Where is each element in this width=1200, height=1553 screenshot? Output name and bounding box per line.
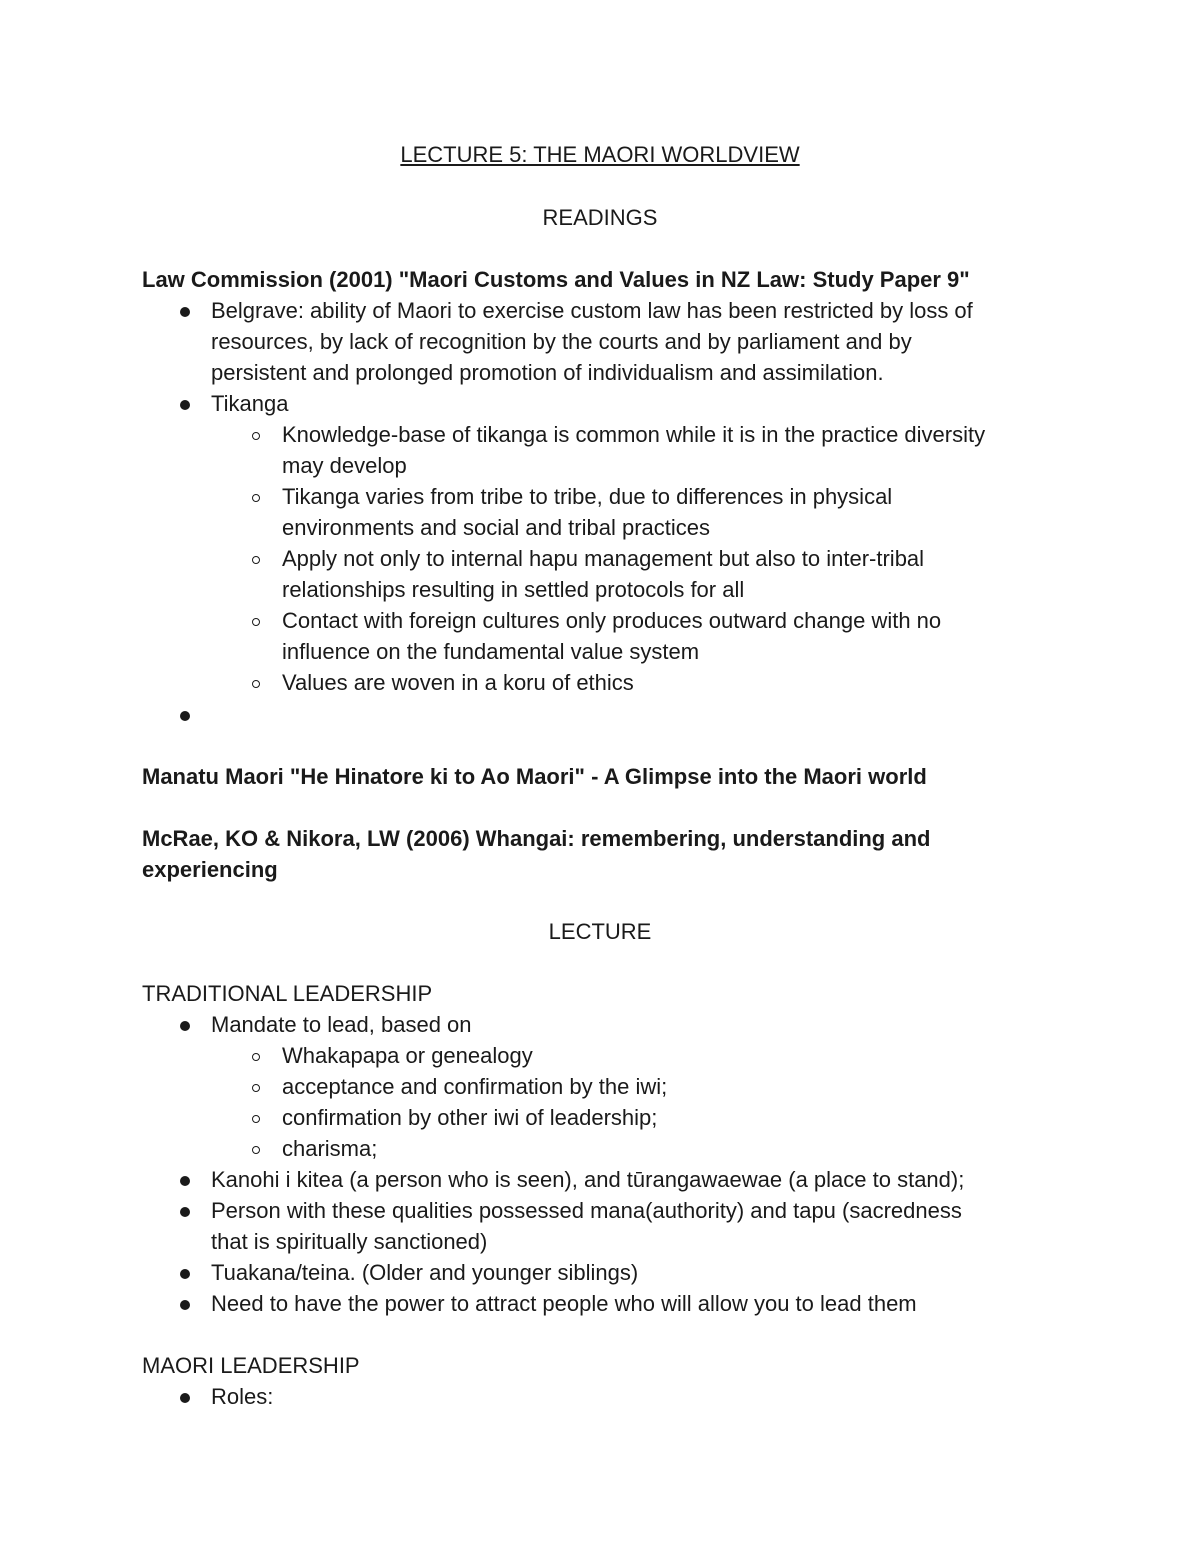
bullet-icon [180,711,190,721]
mandate-label: Mandate to lead, based on [211,1012,472,1037]
bullet-icon [180,1207,190,1217]
sub-bullet-icon [252,494,260,502]
sub-bullet-icon [252,1146,260,1154]
kanohi-point: Kanohi i kitea (a person who is seen), and tūrangawaewae (a place to stand); [211,1167,965,1192]
mandate-point-1: Whakapapa or genealogy [282,1043,533,1068]
sub-bullet-icon [252,556,260,564]
reading2-citation: Manatu Maori "He Hinatore ki to Ao Maori" - A Glimpse into the Maori world [142,764,927,789]
maori-leadership-heading: MAORI LEADERSHIP [142,1353,360,1378]
belgrave-line-3: persistent and prolonged promotion of individualism and assimilation. [211,360,884,385]
bullet-icon [180,1269,190,1279]
mandate-point-3: confirmation by other iwi of leadership; [282,1105,658,1130]
tikanga-point-1b: may develop [282,453,407,478]
tikanga-point-1a: Knowledge-base of tikanga is common while it is in the practice diversity [282,422,986,447]
roles-label: Roles: [211,1384,274,1409]
mandate-point-2: acceptance and confirmation by the iwi; [282,1074,668,1099]
reading3-line-2: experiencing [142,857,278,882]
sub-bullet-icon [252,1053,260,1061]
page-title: LECTURE 5: THE MAORI WORLDVIEW [400,142,800,167]
tikanga-point-3b: relationships resulting in settled protocols for all [282,577,745,602]
lecture-heading: LECTURE [548,919,652,944]
bullet-icon [180,307,190,317]
reading1-citation: Law Commission (2001) "Maori Customs and Values in NZ Law: Study Paper 9" [142,267,970,292]
sub-bullet-icon [252,1084,260,1092]
tikanga-point-4a: Contact with foreign cultures only produces outward change with no [282,608,942,633]
sub-bullet-icon [252,432,260,440]
tikanga-point-3a: Apply not only to internal hapu management but also to inter-tribal [282,546,925,571]
tikanga-label: Tikanga [211,391,289,416]
readings-heading: READINGS [542,205,658,230]
sub-bullet-icon [252,618,260,626]
tikanga-point-2b: environments and social and tribal practices [282,515,711,540]
sub-bullet-icon [252,1115,260,1123]
tikanga-point-5: Values are woven in a koru of ethics [282,670,634,695]
person-line-2: that is spiritually sanctioned) [211,1229,488,1254]
need-point: Need to have the power to attract people who will allow you to lead them [211,1291,917,1316]
mandate-point-4: charisma; [282,1136,378,1161]
belgrave-line-2: resources, by lack of recognition by the courts and by parliament and by [211,329,912,354]
bullet-icon [180,400,190,410]
tikanga-point-2a: Tikanga varies from tribe to tribe, due to differences in physical [282,484,893,509]
bullet-icon [180,1300,190,1310]
reading3-line-1: McRae, KO & Nikora, LW (2006) Whangai: remembering, understanding and [142,826,931,851]
sub-bullet-icon [252,680,260,688]
person-line-1: Person with these qualities possessed mana(authority) and tapu (sacredness [211,1198,962,1223]
bullet-icon [180,1021,190,1031]
tikanga-point-4b: influence on the fundamental value system [282,639,700,664]
bullet-icon [180,1176,190,1186]
traditional-leadership-heading: TRADITIONAL LEADERSHIP [142,981,433,1006]
belgrave-line-1: Belgrave: ability of Maori to exercise custom law has been restricted by loss of [211,298,973,323]
bullet-icon [180,1393,190,1403]
tuakana-point: Tuakana/teina. (Older and younger siblings) [211,1260,639,1285]
